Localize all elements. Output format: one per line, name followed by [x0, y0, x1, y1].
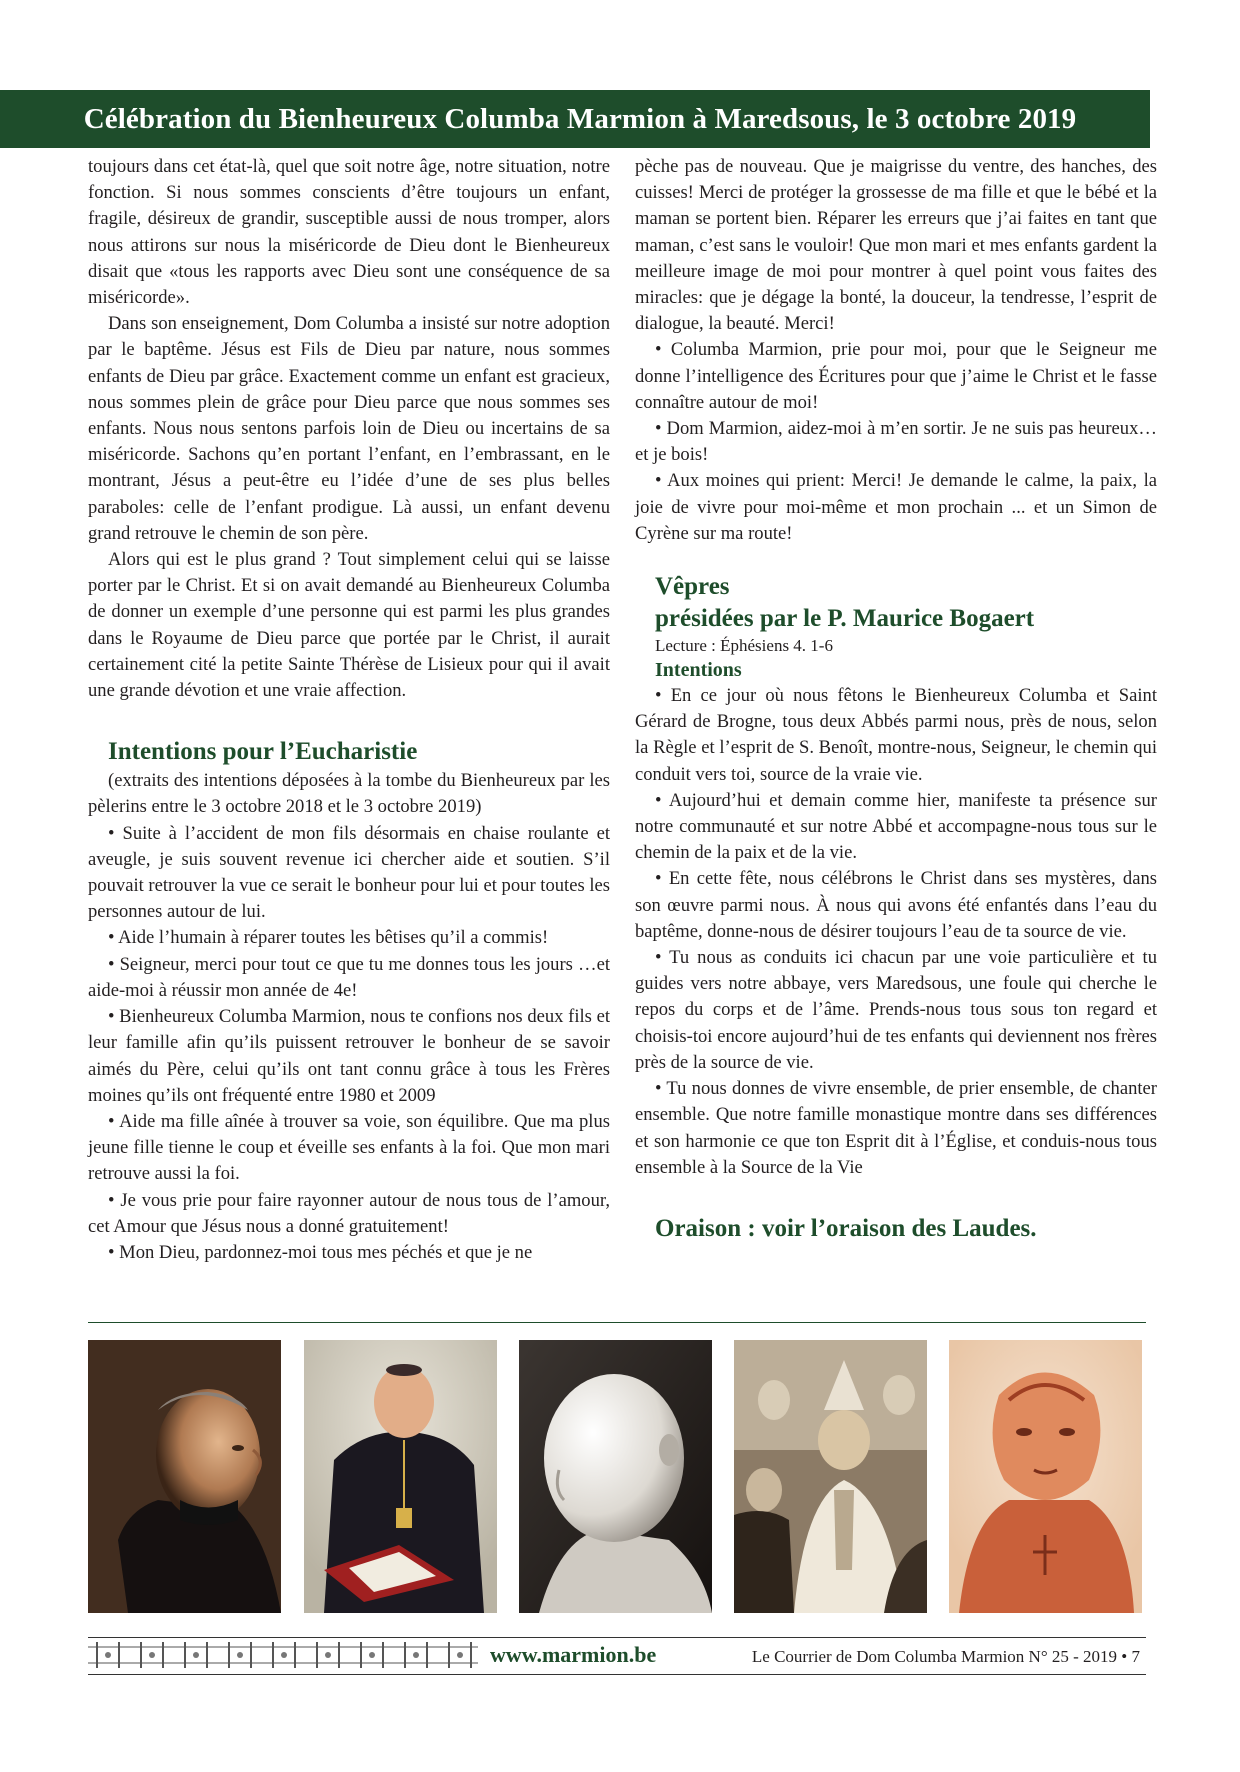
intention-item: • Bienheureux Columba Marmion, nous te confions nos deux fils et leur famille afin qu’ils puissent retrouver le bonheur de se savoir aimés du Père, celui qu’ils ont tant connu grâce à tous les Frères moines qu’ils ont fréquenté entre 1980 et 2009 — [88, 1006, 610, 1106]
right-column — [635, 154, 1157, 1245]
section-subtitle-vepres: présidées par le P. Maurice Bogaert — [655, 605, 1035, 633]
section-title-vepres: Vêpres — [655, 573, 730, 601]
intention-item: • Je vous prie pour faire rayonner autour de nous tous de l’amour, cet Amour que Jésus nous a donné gratuitement! — [88, 1189, 610, 1237]
section-title-eucharistie: Intentions pour l’Eucharistie — [108, 738, 418, 766]
sepia-photo-group-bishop-icon — [734, 1340, 927, 1613]
vepres-intention: • En ce jour où nous fêtons le Bienheureux Columba et Saint Gérard de Brogne, tous deux Abbés parmi nous, près de nous, selon la Règle et l’esprit de S. Benoît, montre-nous, Seigneur, le chemin qui conduit vers toi, source de la vraie vie. — [635, 685, 1157, 785]
intro-note: (extraits des intentions déposées à la tombe du Bienheureux par les pèlerins entre le 3 octobre 2018 et le 3 octobre 2019) — [88, 770, 610, 818]
portrait-seated-abbot-with-book-icon — [304, 1340, 497, 1613]
vepres-intention: • Aujourd’hui et demain comme hier, manifeste ta présence sur notre communauté et sur notre Abbé et accompagne-nous tous sur le chemin de la paix et de la vie. — [635, 789, 1157, 864]
website-link[interactable]: www.marmion.be — [490, 1642, 657, 1667]
paragraph: Dans son enseignement, Dom Columba a insisté sur notre adoption par le baptême. Jésus est Fils de Dieu par nature, nous sommes enfants de Dieu par grâce. Exactement comme un enfant est gracieux, nous sommes plein de grâce pour Dieu parce que nous sommes ses enfants. Nous nous sentons parfois loin de Dieu ou incertains de sa miséricorde. Sachons qu’en portant l’enfant, en l’embrassant, en le montrant, Jésus a peut-être eu l’idée d’une de ses plus belles paraboles: celle de l’enfant prodigue. Là aussi, un enfant devenu grand retrouve le chemin de son père. — [88, 313, 610, 544]
paragraph: Alors qui est le plus grand ? Tout simplement celui qui se laisse porter par le Christ. Et si on avait demandé au Bienheureux Columba de donner un exemple d’une personne qui est parmi les plus grandes dans le Royaume de Dieu parce que portée par le Christ, il aurait certainement cité la petite Sainte Thérèse de Lisieux pour qui il avait une grande dévotion et une vraie affection. — [88, 549, 610, 702]
ornament-border-icon — [88, 1640, 498, 1670]
portrait-profile-painting-icon — [88, 1340, 281, 1613]
header-banner — [0, 90, 1150, 148]
page-title: Célébration du Bienheureux Columba Marmion à Maredsous, le 3 octobre 2019 — [83, 102, 1077, 135]
intention-item: • Columba Marmion, prie pour moi, pour que le Seigneur me donne l’intelligence des Écritures pour que j’aime le Christ et le fasse connaître autour de moi! — [635, 339, 1157, 413]
sculpted-bust-white-icon — [519, 1340, 712, 1613]
vepres-intention: • Tu nous donnes de vivre ensemble, de prier ensemble, de chanter ensemble. Que notre famille monastique montre dans ses différences et son harmonie ce que ton Esprit dit à l’Église, et conduis-nous tous ensemble à la Source de la Vie — [635, 1078, 1157, 1178]
intention-item: • Mon Dieu, pardonnez-moi tous mes péchés et que je ne — [108, 1241, 533, 1263]
vepres-intention: • Tu nous as conduits ici chacun par une voie particulière et tu guides vers notre abbaye, vers Maredsous, une foule qui cherche le repos du corps et de l’âme. Prends-nous tous sous ton regard et choisis-toi encore aujourd’hui de tes enfants qui deviennent nos frères près de la source de vie. — [635, 947, 1157, 1073]
paragraph: pèche pas de nouveau. Que je maigrisse du ventre, des hanches, des cuisses! Merci de protéger la grossesse de ma fille et que le bébé et la maman se portent bien. Réparer les erreurs que j’ai faites en tant que maman, c’est sans le vouloir! Que mon mari et mes enfants gardent la meilleure image de moi pour montrer à quel point vous faites des miracles: que je dégage la bonté, la douceur, la tendresse, l’esprit de dialogue, la beauté. Merci! — [635, 156, 1157, 335]
spacer — [635, 1181, 1157, 1213]
intentions-label: Intentions — [655, 659, 742, 682]
left-column — [88, 154, 610, 1266]
divider — [88, 1322, 1146, 1323]
footer — [88, 1637, 1146, 1675]
intention-item: • Seigneur, merci pour tout ce que tu me donnes tous les jours …et aide-moi à réussir mon année de 4e! — [88, 953, 610, 1001]
spacer — [88, 704, 610, 736]
intention-item: • Dom Marmion, aidez-moi à m’en sortir. Je ne suis pas heureux… et je bois! — [635, 418, 1157, 466]
intention-item: • Suite à l’accident de mon fils désormais en chaise roulante et aveugle, je suis souvent revenue ici chercher aide et soutien. S’il pouvait retrouver la vue ce serait le bonheur pour lui et pour toutes les personnes autour de lui. — [88, 822, 611, 923]
red-chalk-portrait-drawing-icon — [949, 1340, 1142, 1613]
intention-item: • Aux moines qui prient: Merci! Je demande le calme, la paix, la joie de vivre pour moi-même et mon prochain ... et un Simon de Cyrène sur ma route! — [635, 470, 1157, 544]
oraison-heading: Oraison : voir l’oraison des Laudes. — [655, 1214, 1037, 1242]
reading-reference: Lecture : Éphésiens 4. 1-6 — [655, 636, 833, 656]
publication-info: Le Courrier de Dom Columba Marmion N° 25 - 2019 • 7 — [751, 1647, 1140, 1666]
spacer — [635, 547, 1157, 571]
vepres-intention: • En cette fête, nous célébrons le Christ dans ses mystères, dans son œuvre parmi nous. À nous qui avons été enfantés dans l’eau du baptême, donne-nous de désirer toujours l’eau de ta source de vie. — [635, 868, 1157, 942]
intention-item: • Aide ma fille aînée à trouver sa voie, son équilibre. Que ma plus jeune fille tienne le coup et éveille ses enfants à la foi. Que mon mari retrouve aussi la foi. — [88, 1110, 610, 1185]
paragraph: toujours dans cet état-là, quel que soit notre âge, notre situation, notre fonction. Si nous sommes conscients d’être toujours un enfant, fragile, désireux de grandir, susceptible aussi de nous tromper, alors nous attirons sur nous la miséricorde de Dieu dont le Bienheureux disait que «tous les rapports avec Dieu sont une conséquence de sa miséricorde». — [88, 156, 610, 309]
intention-item: • Aide l’humain à réparer toutes les bêtises qu’il a commis! — [108, 927, 549, 949]
